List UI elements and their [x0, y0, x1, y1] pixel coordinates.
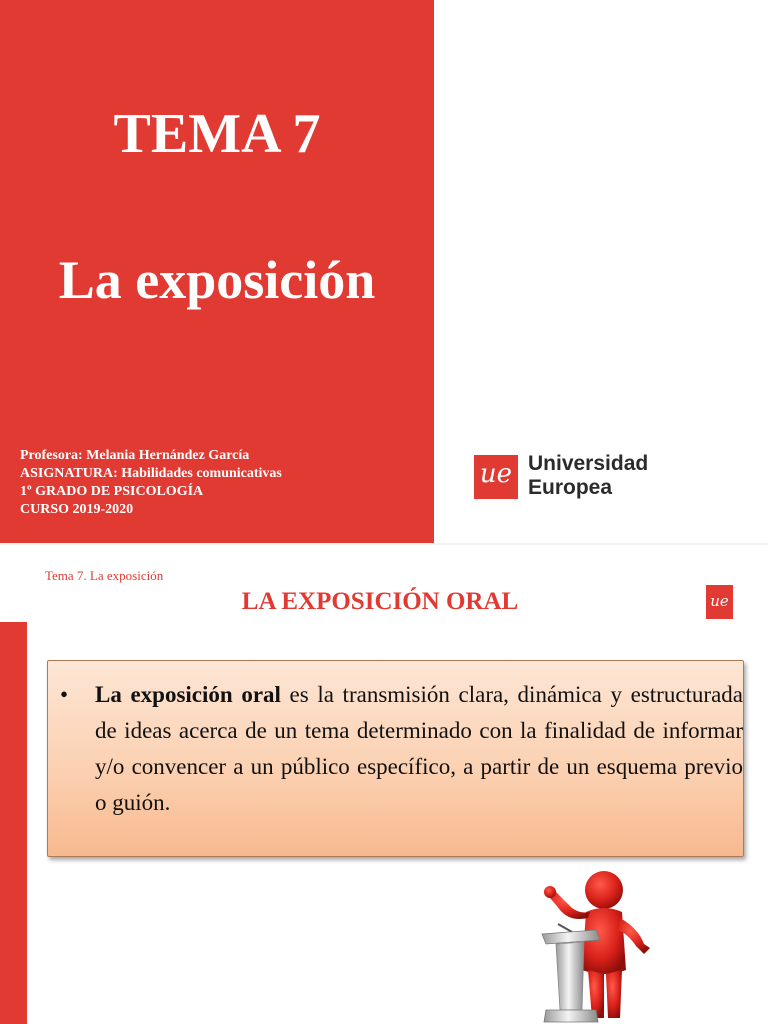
cover-credits	[20, 447, 282, 519]
definition-box	[47, 660, 744, 857]
cover-title: TEMA 7	[113, 103, 321, 165]
slide-heading: LA EXPOSICIÓN ORAL	[241, 588, 519, 615]
credit-course: CURSO 2019-2020	[20, 502, 134, 517]
cover-subtitle: La exposición	[58, 250, 376, 310]
content-slide	[0, 545, 768, 1024]
cover-red-panel	[0, 0, 434, 543]
ue-logo-icon	[474, 455, 518, 499]
definition-text	[95, 677, 743, 821]
logo-line-2: Europea	[528, 476, 613, 499]
ue-logo-mark-text: ue	[479, 459, 513, 489]
credit-degree: 1º GRADO DE PSICOLOGÍA	[20, 484, 204, 499]
logo-wordmark	[528, 452, 648, 500]
definition-term: La exposición oral	[95, 682, 281, 707]
speaker-at-podium-icon	[508, 870, 668, 1024]
credit-subject: ASIGNATURA: Habilidades comunicativas	[20, 466, 282, 481]
universidad-europea-logo	[474, 448, 704, 508]
definition-body: es la transmisión clara, dinámica y estructurada de ideas acerca de un tema determinado con la finalidad de informar y/o convencer a un público específico, a partir de un esquema previo o guión.	[95, 682, 743, 815]
credit-professor: Profesora: Melania Hernández García	[20, 448, 250, 463]
breadcrumb: Tema 7. La exposición	[45, 568, 164, 583]
left-accent-bar	[0, 622, 27, 1024]
bullet-point: •	[60, 682, 69, 707]
ue-corner-icon	[706, 585, 733, 619]
ue-corner-mark-text: ue	[710, 592, 729, 610]
logo-line-1: Universidad	[528, 452, 649, 475]
